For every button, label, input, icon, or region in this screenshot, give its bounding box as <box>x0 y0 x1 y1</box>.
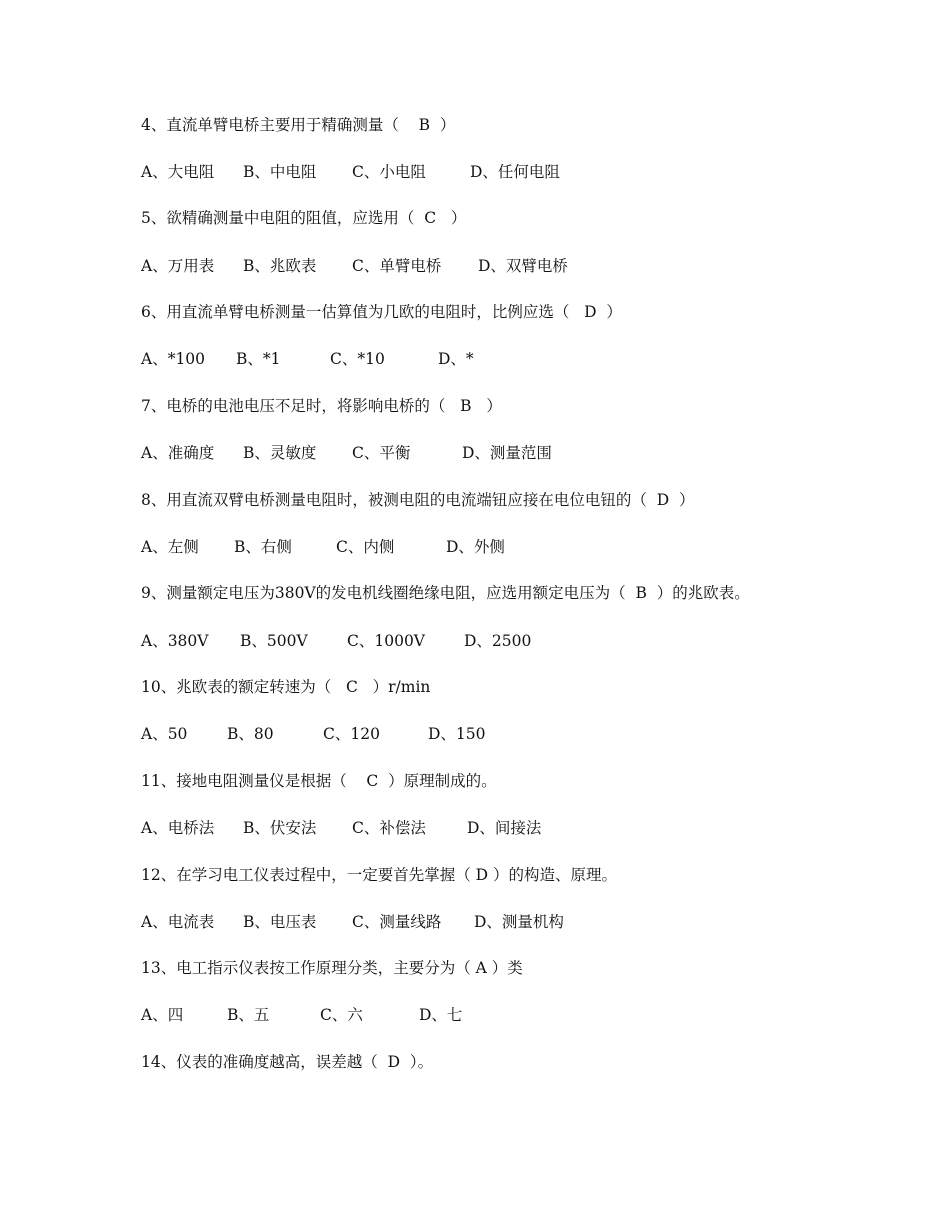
options-4 <box>141 161 560 183</box>
question-9: 9、测量额定电压为380V的发电机线圈绝缘电阻，应选用额定电压为（ B ）的兆欧表。 <box>141 584 750 602</box>
question-12: 12、在学习电工仪表过程中，一定要首先掌握（ D ）的构造、原理。 <box>141 866 618 884</box>
question-6: 6、用直流单臂电桥测量一估算值为几欧的电阻时，比例应选（ D ） <box>141 303 622 321</box>
options-10 <box>141 723 486 745</box>
option-a: A、万用表 <box>141 257 215 275</box>
options-13 <box>141 1004 463 1026</box>
question-13: 13、电工指示仪表按工作原理分类，主要分为（ A ）类 <box>141 959 523 977</box>
option-d: D、七 <box>419 1006 463 1024</box>
option-c: C、小电阻 <box>352 163 426 181</box>
option-a: A、*100 <box>141 350 206 368</box>
option-d: D、间接法 <box>467 819 542 837</box>
option-d: D、测量范围 <box>462 444 552 462</box>
option-b: B、电压表 <box>243 913 317 931</box>
option-c: C、单臂电桥 <box>352 257 442 275</box>
option-b: B、兆欧表 <box>243 257 317 275</box>
option-a: A、电流表 <box>141 913 215 931</box>
option-d: D、测量机构 <box>474 913 564 931</box>
option-d: D、* <box>438 350 474 368</box>
question-5: 5、欲精确测量中电阻的阻值，应选用（ C ） <box>141 209 467 227</box>
option-c: C、1000V <box>347 632 425 650</box>
options-7 <box>141 442 552 464</box>
option-a: A、50 <box>141 725 188 743</box>
option-c: C、平衡 <box>352 444 411 462</box>
option-d: D、任何电阻 <box>470 163 560 181</box>
option-c: C、内侧 <box>336 538 395 556</box>
option-b: B、五 <box>227 1006 270 1024</box>
option-d: D、外侧 <box>446 538 505 556</box>
question-10: 10、兆欧表的额定转速为（ C ）r/min <box>141 678 431 696</box>
question-7: 7、电桥的电池电压不足时，将影响电桥的（ B ） <box>141 397 502 415</box>
option-b: B、中电阻 <box>243 163 317 181</box>
option-d: D、2500 <box>464 632 532 650</box>
option-b: B、*1 <box>236 350 281 368</box>
option-b: B、500V <box>240 632 308 650</box>
option-b: B、灵敏度 <box>243 444 317 462</box>
option-a: A、电桥法 <box>141 819 215 837</box>
option-c: C、测量线路 <box>352 913 442 931</box>
option-c: C、*10 <box>330 350 385 368</box>
options-6 <box>141 348 474 370</box>
options-8 <box>141 536 505 558</box>
option-a: A、四 <box>141 1006 184 1024</box>
question-8: 8、用直流双臂电桥测量电阻时，被测电阻的电流端钮应接在电位电钮的（ D ） <box>141 491 695 509</box>
options-5 <box>141 255 568 277</box>
option-d: D、150 <box>428 725 486 743</box>
option-b: B、右侧 <box>234 538 292 556</box>
option-a: A、左侧 <box>141 538 199 556</box>
option-c: C、120 <box>323 725 380 743</box>
options-9 <box>141 630 532 652</box>
option-a: A、380V <box>141 632 209 650</box>
question-4: 4、直流单臂电桥主要用于精确测量（ B ） <box>141 116 456 134</box>
options-11 <box>141 817 542 839</box>
option-c: C、补偿法 <box>352 819 426 837</box>
option-a: A、准确度 <box>141 444 215 462</box>
option-b: B、伏安法 <box>243 819 317 837</box>
option-b: B、80 <box>227 725 274 743</box>
options-12 <box>141 911 564 933</box>
question-11: 11、接地电阻测量仪是根据（ C ）原理制成的。 <box>141 772 497 790</box>
option-d: D、双臂电桥 <box>478 257 568 275</box>
option-a: A、大电阻 <box>141 163 215 181</box>
question-14: 14、仪表的准确度越高，误差越（ D ）。 <box>141 1053 434 1071</box>
option-c: C、六 <box>320 1006 363 1024</box>
